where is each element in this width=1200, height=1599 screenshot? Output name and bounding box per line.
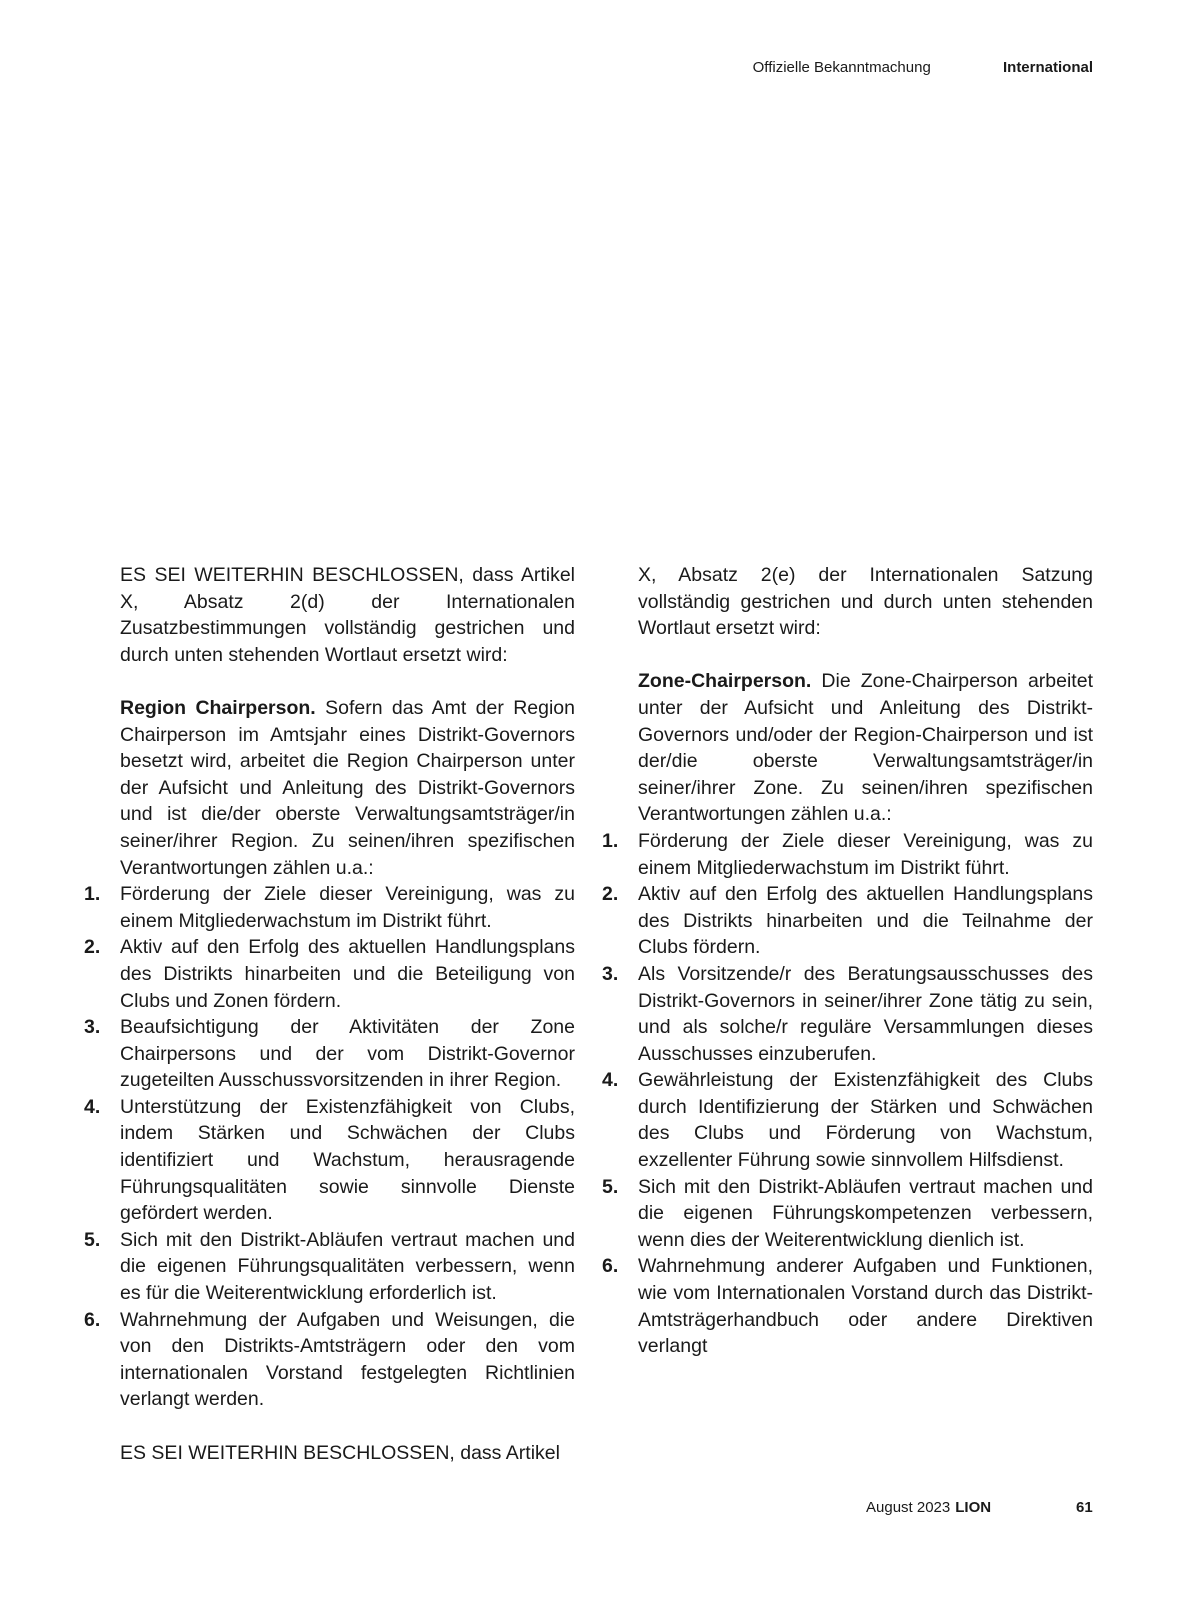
list-item-number: 2. <box>84 936 101 959</box>
list-item-number: 4. <box>602 1069 619 1092</box>
right-responsibility-list <box>602 828 1093 1360</box>
list-item <box>602 881 1093 961</box>
left-role-text: Sofern das Amt der Region Chairperson im Amtsjahr eines Distrikt-Governors besetzt wird, arbeitet die Region Chairperson unter der Aufsicht und Anleitung des Distrikt-Governors und ist die/der oberste Verwaltungsamtsträger/in seiner/ihrer Region. Zu seinen/ihren spezifischen Verantwortungen zählen u.a.: <box>120 696 575 879</box>
list-item <box>84 1307 575 1413</box>
right-role-paragraph <box>638 668 1093 828</box>
right-role-title: Zone-Chairperson. <box>638 670 812 693</box>
list-item-text: Förderung der Ziele dieser Vereinigung, was zu einem Mitgliederwachstum im Distrikt führt. <box>120 883 575 932</box>
list-item-text: Sich mit den Distrikt-Abläufen vertraut machen und die eigenen Führungsqualitäten verbessern, wenn es für die Weiterentwicklung erforderlich ist. <box>120 1228 575 1305</box>
right-role-text: Die Zone-Chairperson arbeitet unter der Aufsicht und Anleitung des Distrikt-Governors und/oder der Region-Chairperson und ist der/die oberste Verwaltungsamtsträger/in seiner/ihrer Zone. Zu seinen/ihren spezifischen Verantwortungen zählen u.a.: <box>638 670 1093 826</box>
right-column <box>602 562 1093 1360</box>
list-item-text: Gewährleistung der Existenzfähigkeit des Clubs durch Identifizierung der Stärken und Schwächen des Clubs und Förderung von Wachstum, exzellenter Führung sowie sinnvollem Hilfsdienst. <box>638 1069 1093 1172</box>
footer-magazine-name: LION <box>955 1499 992 1516</box>
list-item-text: Beaufsichtigung der Aktivitäten der Zone Chairpersons und der vom Distrikt-Governor zugeteilten Ausschussvorsitzenden in ihrer Region. <box>120 1016 575 1092</box>
list-item-number: 6. <box>602 1255 619 1278</box>
list-item <box>602 961 1093 1067</box>
left-intro-paragraph: ES SEI WEITERHIN BESCHLOSSEN, dass Artikel X, Absatz 2(d) der Internationalen Zusatzbestimmungen vollständig gestrichen und durch unten stehenden Wortlaut ersetzt wird: <box>120 564 575 666</box>
list-item-text: Förderung der Ziele dieser Vereinigung, was zu einem Mitgliederwachstum im Distrikt führt. <box>638 829 1093 879</box>
list-item-number: 1. <box>602 829 619 852</box>
list-item-number: 6. <box>84 1308 101 1331</box>
left-role-paragraph <box>120 695 575 881</box>
page-header <box>753 58 1093 78</box>
list-item-text: Wahrnehmung anderer Aufgaben und Funktionen, wie vom Internationalen Vorstand durch das Distrikt-Amtsträgerhandbuch oder andere Direktiven verlangt <box>638 1255 1093 1358</box>
list-item-text: Aktiv auf den Erfolg des aktuellen Handlungsplans des Distrikts hinarbeiten und die Beteiligung von Clubs und Zonen fördern. <box>120 936 575 1012</box>
list-item-text: Als Vorsitzende/r des Beratungsausschusses des Distrikt-Governors in seiner/ihrer Zone tätig zu sein, und als solche/r reguläre Versammlungen dieses Ausschusses einzuberufen. <box>638 962 1093 1065</box>
footer-issue-date: August 2023 <box>866 1499 951 1516</box>
list-item-text: Unterstützung der Existenzfähigkeit von Clubs, indem Stärken und Schwächen der Clubs identifiziert und Wachstum, herausragende Führungsqualitäten sowie sinnvolle Dienste gefördert werden. <box>120 1095 575 1225</box>
list-item <box>602 1067 1093 1173</box>
list-item <box>602 1174 1093 1254</box>
page-number: 61 <box>1076 1499 1093 1516</box>
list-item-number: 1. <box>84 883 101 906</box>
list-item <box>602 1253 1093 1359</box>
list-item <box>602 828 1093 881</box>
header-section-label: Offizielle Bekanntmachung <box>752 59 931 76</box>
list-item <box>84 1094 575 1227</box>
left-responsibility-list <box>84 881 575 1413</box>
list-item <box>84 1227 575 1307</box>
list-item-number: 4. <box>84 1095 101 1118</box>
page-footer <box>866 1498 1093 1518</box>
left-role-title: Region Chairperson. <box>120 696 316 719</box>
left-column <box>84 562 575 1466</box>
list-item <box>84 1014 575 1094</box>
list-item-number: 3. <box>602 962 619 985</box>
list-item <box>84 934 575 1014</box>
header-category-label: International <box>1002 59 1093 76</box>
list-item-number: 5. <box>84 1228 101 1251</box>
left-outro-paragraph: ES SEI WEITERHIN BESCHLOSSEN, dass Artikel <box>120 1441 560 1464</box>
list-item-text: Aktiv auf den Erfolg des aktuellen Handlungsplans des Distrikts hinarbeiten und die Teilnahme der Clubs fördern. <box>638 883 1093 959</box>
right-intro-paragraph: X, Absatz 2(e) der Internationalen Satzung vollständig gestrichen und durch unten stehenden Wortlaut ersetzt wird: <box>638 564 1093 640</box>
list-item <box>84 881 575 934</box>
list-item-number: 3. <box>84 1016 101 1039</box>
list-item-text: Wahrnehmung der Aufgaben und Weisungen, die von den Distrikts-Amtsträgern oder den vom internationalen Vorstand festgelegten Richtlinien verlangt werden. <box>120 1308 575 1411</box>
list-item-text: Sich mit den Distrikt-Abläufen vertraut machen und die eigenen Führungskompetenzen verbessern, wenn dies der Weiterentwicklung dienlich ist. <box>638 1175 1093 1251</box>
list-item-number: 2. <box>602 883 619 906</box>
list-item-number: 5. <box>602 1175 619 1198</box>
